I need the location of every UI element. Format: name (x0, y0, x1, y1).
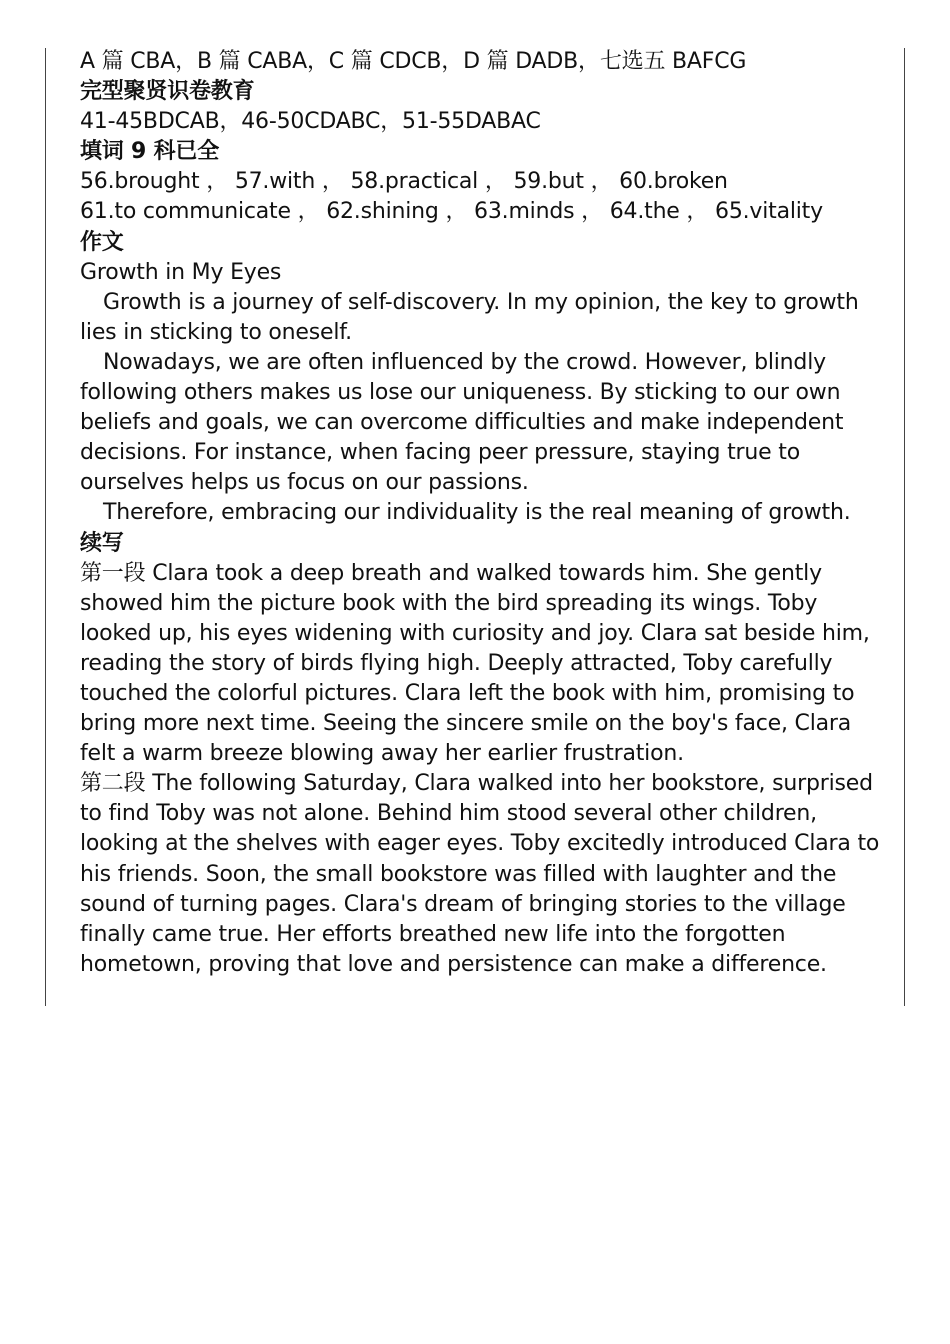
reading-answers: A 篇 CBA，B 篇 CABA，C 篇 CDCB，D 篇 DADB，七选五 BAFCG (80, 49, 747, 74)
essay-heading: 作文 (80, 229, 124, 255)
fill-in-answers-1: 56.brought ， 57.with ， 58.practical ， 59.but ， 60.broken (80, 169, 728, 195)
cloze-answers: 41-45BDCAB，46-50CDABC，51-55DABAC (80, 109, 541, 135)
essay-paragraph-1: Growth is a journey of self-discovery. In my opinion, the key to growth lies in sticking to oneself. (80, 289, 859, 345)
continuation-paragraph-1: 第一段 Clara took a deep breath and walked towards him. She gently showed him the picture book with the bird spreading its wings. Toby looked up, his eyes widening with curiosity and joy. Clara sat beside him, reading the story of birds flying high. Deeply attracted, Toby carefully touched the colorful pictures. Clara left the book with him, promising to bring more next time. Seeing the sincere smile on the boy's face, Clara felt a warm breeze blowing away her earlier frustration. (80, 560, 870, 767)
page-border-left (45, 48, 46, 1006)
continuation-paragraph-2: 第二段 The following Saturday, Clara walked into her bookstore, surprised to find Toby was not alone. Behind him stood several other children, looking at the shelves with eager eyes. Toby excitedly introduced Clara to his friends. Soon, the small bookstore was filled with laughter and the sound of turning pages. Clara's dream of bringing stories to the village finally came true. Her efforts breathed new life into the forgotten hometown, proving that love and persistence can make a difference. (80, 771, 880, 977)
answer-document (80, 47, 885, 980)
fill-in-heading: 填词 9 科已全 (80, 139, 220, 165)
cloze-source-label: 完型聚贤识卷教育 (80, 79, 255, 105)
continuation-heading: 续写 (80, 530, 124, 556)
page-border-right (904, 48, 905, 1006)
essay-title: Growth in My Eyes (80, 259, 282, 285)
essay-paragraph-2: Nowadays, we are often influenced by the crowd. However, blindly following others makes us lose our uniqueness. By sticking to our own beliefs and goals, we can overcome difficulties and make independent decisions. For instance, when facing peer pressure, staying true to ourselves helps us focus on our passions. (80, 349, 844, 496)
essay-paragraph-3: Therefore, embracing our individuality is the real meaning of growth. (103, 500, 851, 526)
fill-in-answers-2: 61.to communicate ， 62.shining ， 63.minds ， 64.the ， 65.vitality (80, 199, 823, 225)
